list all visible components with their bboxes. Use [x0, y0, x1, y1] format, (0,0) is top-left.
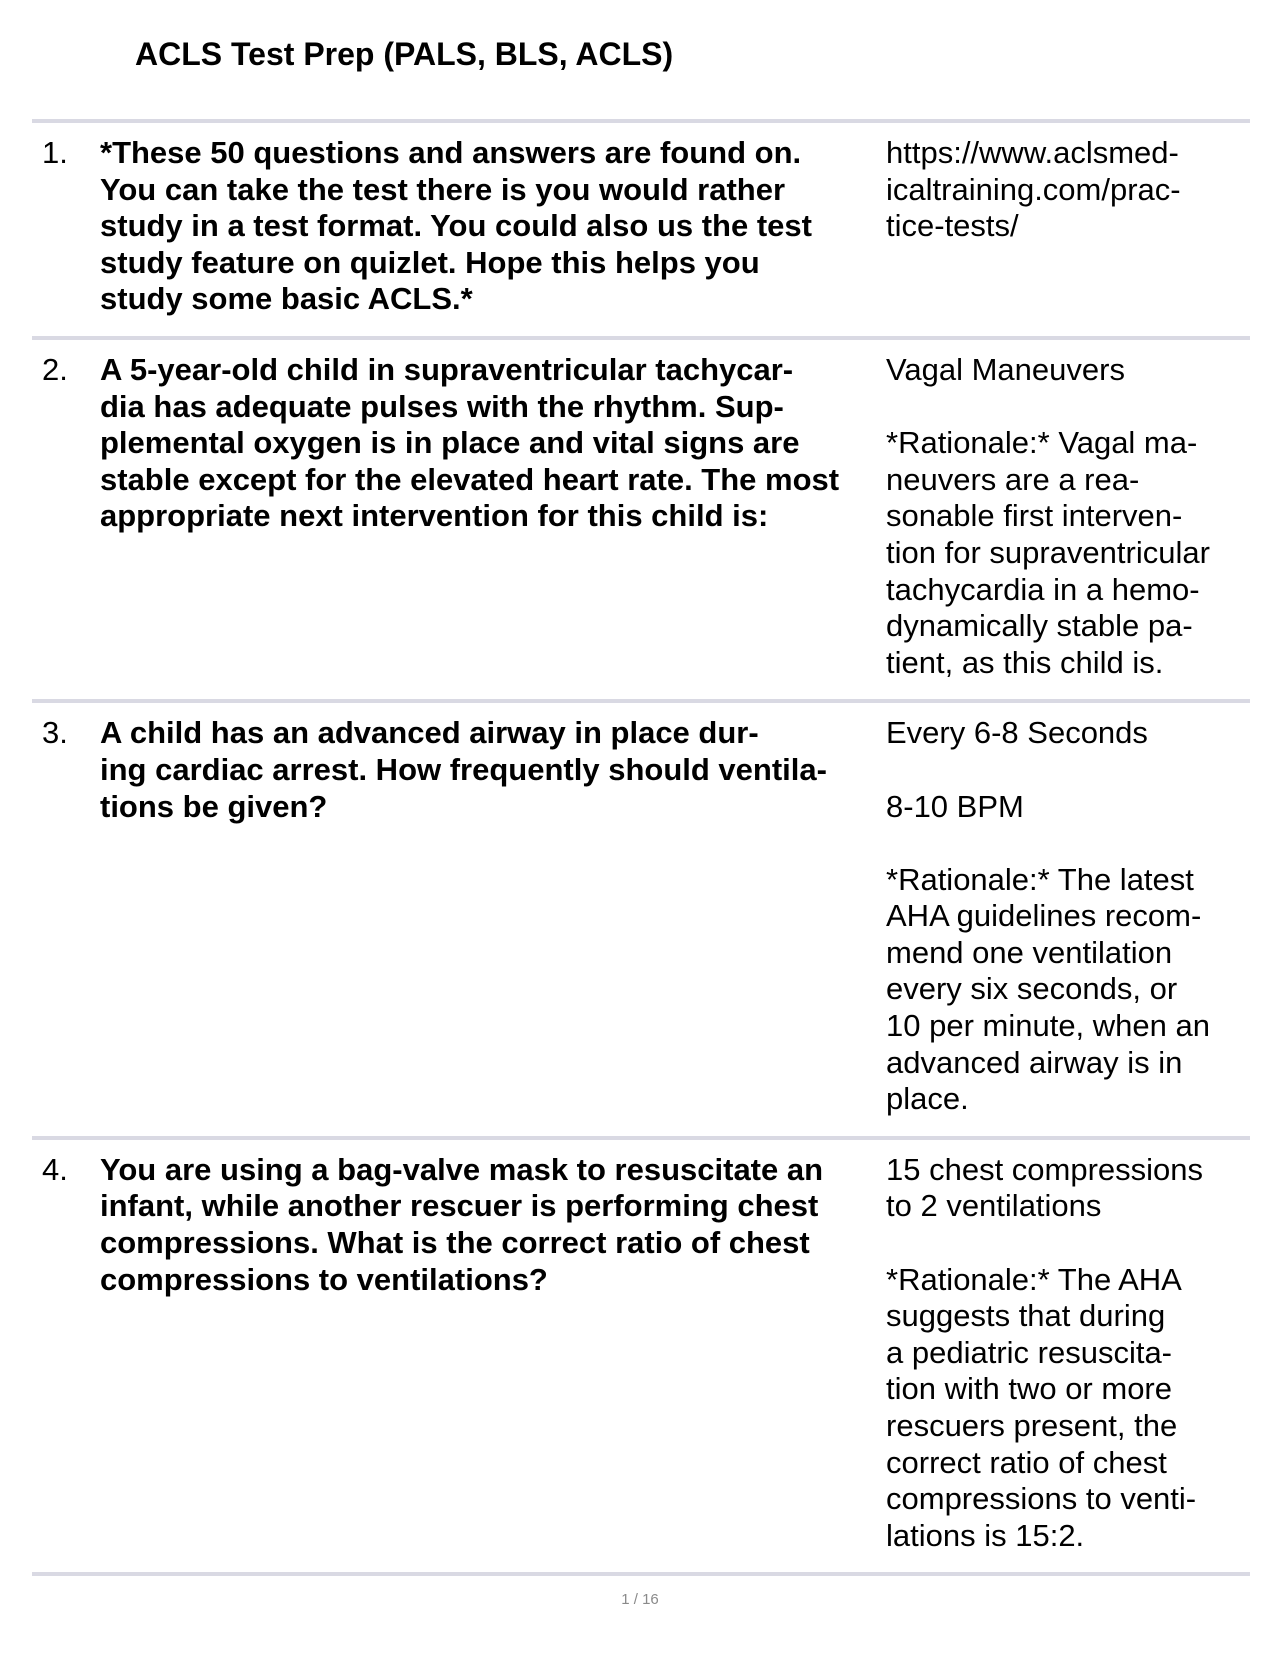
item-number: 1.	[42, 135, 68, 170]
question-text: You are using a bag-valve mask to resuscitate an infant, while another rescuer is performing chest compressions. What is the correct ratio of chest compressions to ventilations?	[100, 1151, 824, 1297]
answer-text: https://www.aclsmed- icaltraining.com/prac- tice-tests/	[886, 135, 1181, 244]
qa-item	[32, 336, 1250, 699]
page-number: 1 / 16	[621, 1591, 659, 1608]
qa-item	[32, 1136, 1250, 1577]
item-number: 2.	[42, 351, 68, 387]
question-text: A 5-year-old child in supraventricular tachycar- dia has adequate pulses with the rhythm. Sup- plemental oxygen is in place and vital signs are stable except for the elevated heart rate. The most appropriate next intervention for this child is:	[100, 351, 840, 534]
question-text: A child has an advanced airway in place dur- ing cardiac arrest. How frequently should ventila- tions be given?	[100, 715, 827, 824]
qa-item	[32, 119, 1250, 336]
item-number: 3.	[42, 715, 68, 751]
document-title: ACLS Test Prep (PALS, BLS, ACLS)	[135, 36, 674, 72]
answer-text: Vagal Maneuvers *Rationale:* Vagal ma- neuvers are a rea- sonable first interven- tion for supraventricular tachycardia in a hemo- dynamically stable pa- tient, as this child is.	[886, 351, 1210, 680]
qa-list	[32, 119, 1250, 1576]
answer-text: Every 6-8 Seconds 8-10 BPM *Rationale:* The latest AHA guidelines recom- mend one ventilation every six seconds, or 10 per minute, when an advanced airway is in place.	[886, 715, 1210, 1117]
question-text: *These 50 questions and answers are found on. You can take the test there is you would rather study in a test format. You could also us the test study feature on quizlet. Hope this helps you study some basic ACLS.*	[100, 135, 812, 317]
qa-item	[32, 699, 1250, 1136]
item-number: 4.	[42, 1151, 68, 1187]
answer-text: 15 chest compressions to 2 ventilations *Rationale:* The AHA suggests that during a pediatric resuscita- tion with two or more rescuers present, the correct ratio of chest compressions to venti- lations is 15:2.	[886, 1151, 1204, 1553]
